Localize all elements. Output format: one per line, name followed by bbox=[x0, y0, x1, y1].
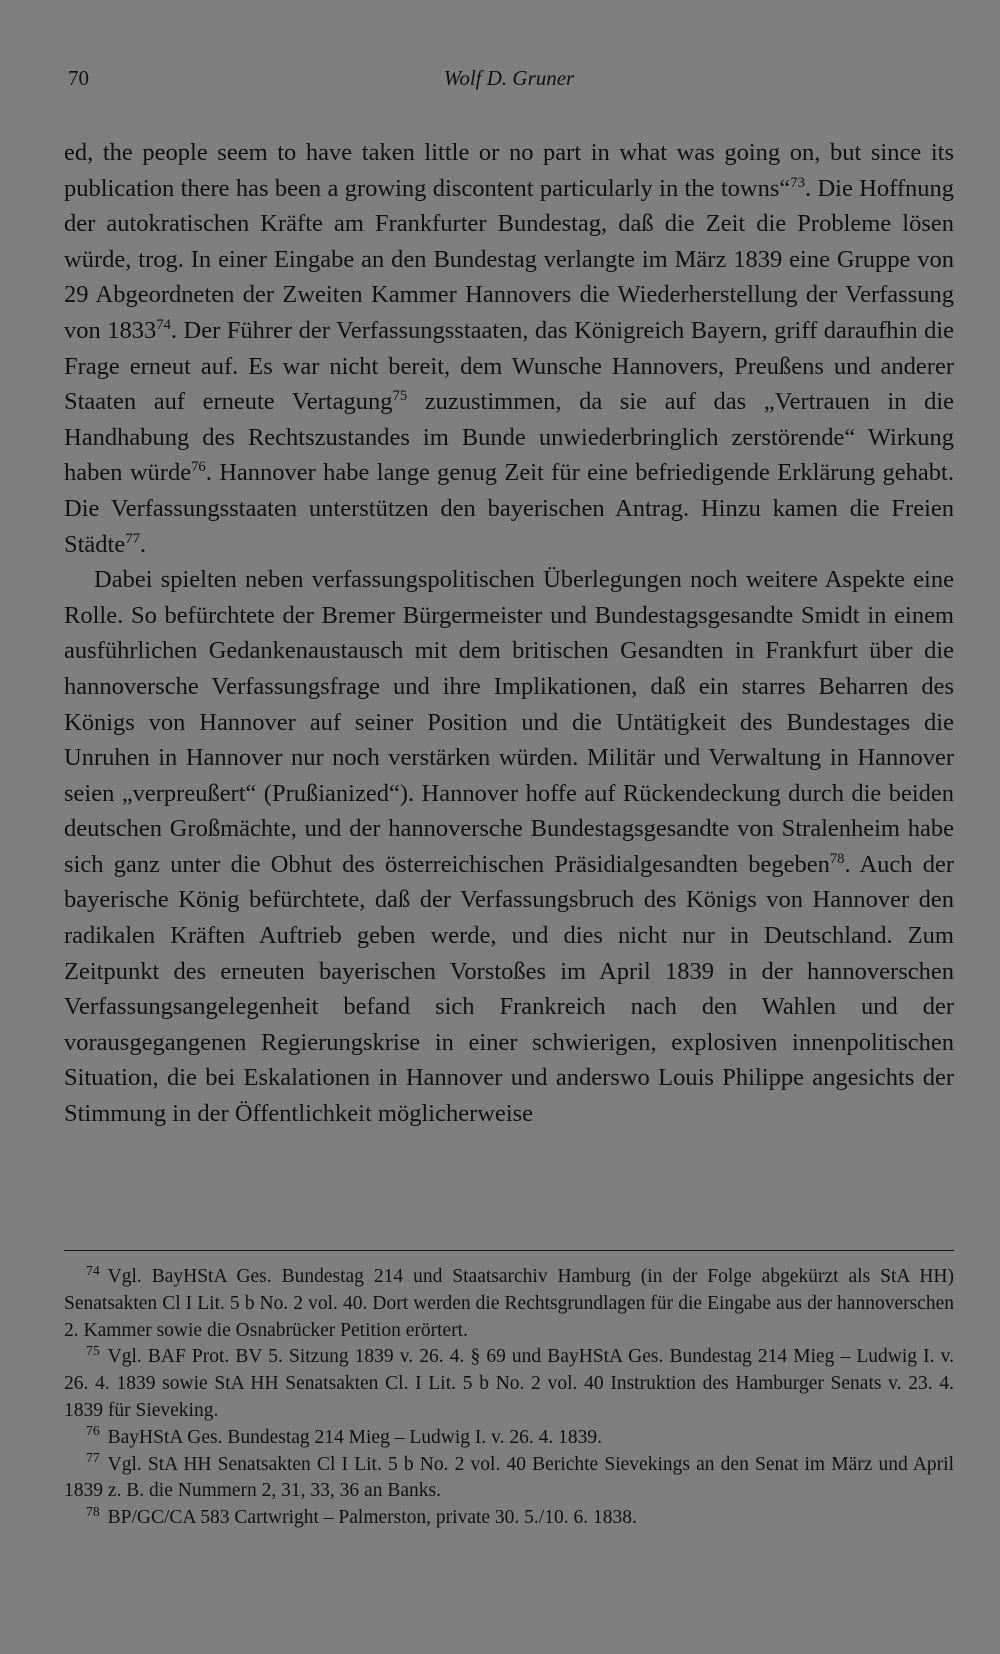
footnote-ref-74: 74 bbox=[156, 316, 171, 333]
footnote bbox=[64, 1425, 954, 1452]
footnote-number: 78 bbox=[86, 1503, 100, 1519]
body-text bbox=[64, 135, 954, 1132]
footnote bbox=[64, 1452, 954, 1506]
page-number: 70 bbox=[68, 66, 89, 90]
text-run: . Die Hoffnung der autokratischen Kräfte am Frankfurter Bundestag, daß die Zeit die Probleme lösen würde, trog. In einer Eingabe an den Bundestag verlangte im März 1839 eine Gruppe von 29 Abgeordneten der Zweiten Kammer Hannovers die Wiederherstellung der Verfassung von 1833 bbox=[64, 174, 954, 344]
footnote-number: 77 bbox=[86, 1450, 100, 1466]
text-run: ed, the people seem to have taken little or no part in what was going on, but since its publication there has been a growing discontent particularly in the towns“ bbox=[64, 139, 954, 202]
text-run: Dabei spielten neben verfassungspolitischen Überlegungen noch weitere Aspekte eine Rolle. So befürchtete der Bremer Bürgermeister und Bundestagsgesandte Smidt in einem ausführlichen Gedankenaustausch mit dem britischen Gesandten in Frankfurt über die hannoversche Verfassungsfrage und ihre Implikationen, daß ein starres Beharren des Königs von Hannover auf seiner Position und die Untätigkeit des Bundestages die Unruhen in Hannover nur noch verstärken würden. Militär und Verwaltung in Hannover seien „verpreußert“ (Prußianized“). Hannover hoffe auf Rückendeckung durch die beiden deutschen Großmächte, und der hannoversche Bundestagsgesandte von Stralenheim habe sich ganz unter die Obhut des österreichischen Präsidialgesandten begeben bbox=[64, 566, 954, 878]
footnote-text: BayHStA Ges. Bundestag 214 Mieg – Ludwig I. v. 26. 4. 1839. bbox=[107, 1426, 602, 1448]
footnote-number: 76 bbox=[86, 1423, 100, 1439]
paragraph-2 bbox=[64, 562, 954, 1132]
footnotes bbox=[64, 1264, 954, 1532]
footnote-ref-75: 75 bbox=[392, 388, 408, 404]
footnote-number: 74 bbox=[86, 1262, 100, 1278]
footnote-ref-76: 76 bbox=[191, 459, 206, 476]
footnote-text: Vgl. StA HH Senatsakten Cl I Lit. 5 b No. 2 vol. 40 Berichte Sievekings an den Senat im März und April 1839 z. B. die Nummern 2, 31, 33, 36 an Banks. bbox=[64, 1453, 954, 1502]
footnote bbox=[64, 1344, 954, 1424]
text-run: . bbox=[139, 530, 147, 558]
paragraph-1 bbox=[64, 135, 954, 562]
footnote-ref-73: 73 bbox=[790, 174, 805, 191]
footnote bbox=[64, 1264, 954, 1344]
footnote bbox=[64, 1505, 954, 1532]
footnote-ref-78: 78 bbox=[829, 850, 845, 867]
text-run: zuzustimmen, da sie auf das „Vertrauen in die Handhabung des Rechtszustandes im Bunde unwiederbringlich zerstörende“ Wirkung haben würde bbox=[64, 388, 954, 487]
footnote-text: Vgl. BAF Prot. BV 5. Sitzung 1839 v. 26. 4. § 69 und BayHStA Ges. Bundestag 214 Mieg – Ludwig I. v. 26. 4. 1839 sowie StA HH Senatsakten Cl. I Lit. 5 b No. 2 vol. 40 Instruktion des Hamburger Senats v. 23. 4. 1839 für Sieveking. bbox=[64, 1346, 954, 1421]
text-run: . Der Führer der Verfassungsstaaten, das Königreich Bayern, griff daraufhin die Frage erneut auf. Es war nicht bereit, dem Wunsche Hannovers, Preußens und anderer Staaten auf erneute Vertagung bbox=[64, 316, 955, 416]
footnote-separator bbox=[64, 1250, 954, 1251]
footnote-number: 75 bbox=[86, 1342, 100, 1358]
text-run: . Auch der bayerische König befürchtete, daß der Verfassungsbruch des Königs von Hannover den radikalen Kräften Auftrieb geben werde, und dies nicht nur in Deutschland. Zum Zeitpunkt des erneuten bayerischen Vorstoßes im April 1839 in der hannoverschen Verfassungsangelegenheit befand sich Frankreich nach den Wahlen und der vorausgegangenen Regierungskrise in einer schwierigen, explosiven innenpolitischen Situation, die bei Eskalationen in Hannover und anderswo Louis Philippe angesichts der Stimmung in der Öffentlichkeit möglicherweise bbox=[64, 850, 954, 1128]
footnote-text: BP/GC/CA 583 Cartwright – Palmerston, private 30. 5./10. 6. 1838. bbox=[107, 1507, 637, 1529]
running-head-author: Wolf D. Gruner bbox=[443, 66, 575, 90]
running-head bbox=[68, 66, 950, 96]
footnote-ref-77: 77 bbox=[125, 530, 140, 547]
footnote-text: Vgl. BayHStA Ges. Bundestag 214 und Staatsarchiv Hamburg (in der Folge abgekürzt als StA HH) Senatsakten Cl I Lit. 5 b No. 2 vol. 40. Dort werden die Rechtsgrundlagen für die Eingabe aus der hannoverschen 2. Kammer sowie die Osnabrücker Petition erörtert. bbox=[64, 1266, 954, 1341]
text-run: . Hannover habe lange genug Zeit für eine befriedigende Erklärung gehabt. Die Verfassungsstaaten unterstützen den bayerischen Antrag. Hinzu kamen die Freien Städte bbox=[64, 459, 954, 558]
